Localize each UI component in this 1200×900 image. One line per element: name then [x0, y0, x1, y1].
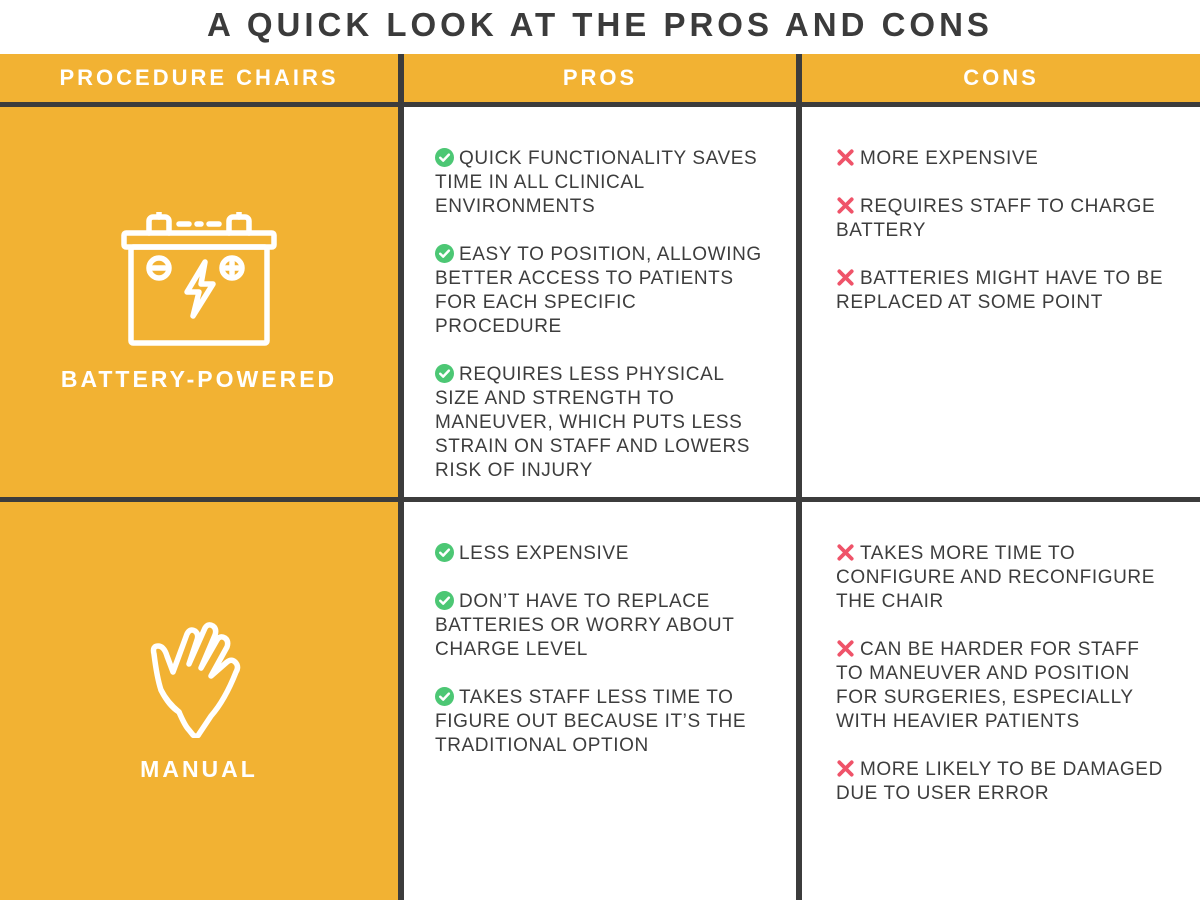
row-label: BATTERY-POWERED: [60, 365, 338, 392]
cross-icon: [836, 148, 855, 167]
header-procedure-chairs: PROCEDURE CHAIRS: [0, 54, 398, 102]
pro-text: QUICK FUNCTIONALITY SAVES TIME IN ALL CLINICAL ENVIRONMENTS: [435, 148, 758, 217]
cons-cell-battery: [802, 107, 1200, 497]
header-cons: CONS: [802, 54, 1200, 102]
con-item: [836, 147, 1170, 171]
pro-item: [435, 590, 766, 662]
con-text: MORE LIKELY TO BE DAMAGED DUE TO USER ERROR: [836, 759, 1163, 804]
con-text: BATTERIES MIGHT HAVE TO BE REPLACED AT SOME POINT: [836, 268, 1164, 313]
check-icon: [435, 591, 454, 610]
cons-cell-manual: [802, 502, 1200, 900]
con-text: CAN BE HARDER FOR STAFF TO MANEUVER AND POSITION FOR SURGERIES, ESPECIALLY WITH HEAVIER PATIENTS: [836, 639, 1140, 732]
row-label-manual: [0, 502, 398, 900]
pros-cell-battery: [404, 107, 796, 497]
con-text: TAKES MORE TIME TO CONFIGURE AND RECONFIGURE THE CHAIR: [836, 543, 1156, 612]
page-title: A QUICK LOOK AT THE PROS AND CONS: [207, 6, 993, 43]
row-label: MANUAL: [140, 755, 258, 782]
pro-text: LESS EXPENSIVE: [459, 543, 629, 564]
hand-icon: [149, 620, 249, 738]
check-icon: [435, 364, 454, 383]
con-item: [836, 638, 1170, 734]
pro-item: [435, 147, 766, 219]
pro-item: [435, 363, 766, 483]
check-icon: [435, 244, 454, 263]
con-text: MORE EXPENSIVE: [860, 148, 1039, 169]
cross-icon: [836, 196, 855, 215]
check-icon: [435, 148, 454, 167]
header-pros: PROS: [404, 54, 796, 102]
con-item: [836, 542, 1170, 614]
pro-text: DON’T HAVE TO REPLACE BATTERIES OR WORRY ABOUT CHARGE LEVEL: [435, 591, 735, 660]
pros-cons-table: [0, 54, 1200, 900]
con-item: [836, 267, 1170, 315]
con-text: REQUIRES STAFF TO CHARGE BATTERY: [836, 196, 1156, 241]
pro-item: [435, 686, 766, 758]
pro-item: [435, 243, 766, 339]
pro-text: EASY TO POSITION, ALLOWING BETTER ACCESS TO PATIENTS FOR EACH SPECIFIC PROCEDURE: [435, 244, 762, 337]
pro-text: REQUIRES LESS PHYSICAL SIZE AND STRENGTH TO MANEUVER, WHICH PUTS LESS STRAIN ON STAFF AND LOWERS RISK OF INJURY: [435, 364, 751, 481]
con-item: [836, 758, 1170, 806]
battery-icon: [121, 212, 277, 348]
cross-icon: [836, 268, 855, 287]
pros-cell-manual: [404, 502, 796, 900]
cross-icon: [836, 759, 855, 778]
cross-icon: [836, 639, 855, 658]
cross-icon: [836, 543, 855, 562]
con-item: [836, 195, 1170, 243]
pro-item: [435, 542, 766, 566]
row-label-battery-powered: [0, 107, 398, 497]
check-icon: [435, 687, 454, 706]
pro-text: TAKES STAFF LESS TIME TO FIGURE OUT BECAUSE IT’S THE TRADITIONAL OPTION: [435, 687, 747, 756]
check-icon: [435, 543, 454, 562]
